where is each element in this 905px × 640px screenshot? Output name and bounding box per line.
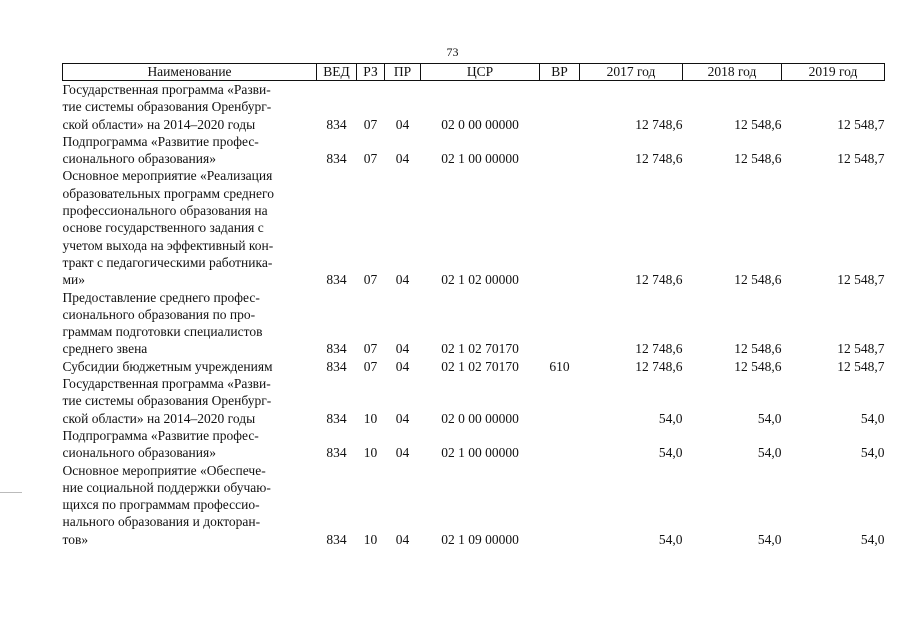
cell-2017: 54,0	[658, 531, 683, 547]
table-row	[63, 462, 885, 548]
row-name-line: граммам подготовки специалистов	[62, 324, 263, 340]
table-header	[63, 64, 885, 81]
cell-ved: 834	[326, 341, 347, 357]
cell-2019: 54,0	[860, 531, 885, 547]
cell-ved: 834	[326, 531, 347, 547]
row-name-line: тие системы образования Оренбург-	[62, 393, 272, 409]
cell-2019: 12 548,7	[837, 358, 885, 374]
row-name-line: учетом выхода на эффективный кон-	[62, 237, 274, 253]
cell-2019: 54,0	[860, 410, 885, 426]
cell-2017: 54,0	[658, 445, 683, 461]
cell-rz: 07	[363, 116, 378, 132]
column-header-csr: ЦСР	[421, 64, 540, 81]
cell-csr: 02 1 09 00000	[441, 531, 519, 547]
row-name-line: щихся по программам профессио-	[62, 497, 260, 513]
table-body	[63, 81, 885, 549]
cell-pr: 04	[395, 410, 410, 426]
table-row	[63, 375, 885, 427]
cell-csr: 02 1 02 00000	[441, 272, 519, 288]
cell-2017: 12 748,6	[635, 272, 683, 288]
table-row	[63, 133, 885, 168]
row-name	[63, 375, 317, 427]
cell-pr: 04	[395, 272, 410, 288]
cell-vr	[540, 462, 580, 548]
cell-ved: 834	[326, 272, 347, 288]
cell-2017: 12 748,6	[635, 116, 683, 132]
row-name-line: нального образования и докторан-	[62, 514, 261, 530]
row-name-line: Подпрограмма «Развитие профес-	[62, 133, 259, 149]
row-name	[63, 167, 317, 288]
cell-rz: 07	[363, 151, 378, 167]
row-name-line: сионального образования»	[62, 151, 216, 167]
row-name	[63, 462, 317, 548]
cell-ved: 834	[326, 116, 347, 132]
row-name-line: ской области» на 2014–2020 годы	[62, 410, 256, 426]
cell-vr	[540, 167, 580, 288]
row-name	[63, 133, 317, 168]
cell-vr	[540, 375, 580, 427]
row-name-line: тракт с педагогическими работника-	[62, 254, 273, 270]
row-name	[63, 427, 317, 462]
row-name	[63, 289, 317, 358]
row-name-line: профессионального образования на	[62, 203, 268, 219]
cell-2019: 54,0	[860, 445, 885, 461]
cell-2018: 54,0	[757, 445, 782, 461]
cell-rz: 10	[363, 410, 378, 426]
cell-pr: 04	[395, 151, 410, 167]
row-name-line: Предоставление среднего профес-	[62, 289, 260, 305]
cell-rz: 07	[363, 358, 378, 374]
row-name-line: среднего звена	[62, 341, 148, 357]
table-row	[63, 167, 885, 288]
cell-pr: 04	[395, 531, 410, 547]
cell-2017: 12 748,6	[635, 151, 683, 167]
cell-pr: 04	[395, 116, 410, 132]
cell-2017: 12 748,6	[635, 341, 683, 357]
cell-ved: 834	[326, 410, 347, 426]
row-name-line: ние социальной поддержки обучаю-	[62, 479, 271, 495]
cell-2019: 12 548,7	[837, 272, 885, 288]
cell-2018: 12 548,6	[734, 151, 782, 167]
row-name-line: Государственная программа «Разви-	[62, 376, 271, 392]
cell-csr: 02 0 00 00000	[441, 410, 519, 426]
cell-2018: 54,0	[757, 410, 782, 426]
cell-ved: 834	[326, 358, 347, 374]
row-name-line: Основное мероприятие «Реализация	[62, 168, 273, 184]
table-row	[63, 81, 885, 133]
cell-vr	[540, 427, 580, 462]
row-name-line: тов»	[62, 531, 89, 547]
table-row	[63, 358, 885, 375]
cell-csr: 02 1 00 00000	[441, 151, 519, 167]
cell-csr: 02 1 02 70170	[441, 358, 519, 374]
cell-2018: 12 548,6	[734, 116, 782, 132]
cell-2018: 54,0	[757, 531, 782, 547]
row-name-line: сионального образования по про-	[62, 306, 256, 322]
cell-rz: 10	[363, 531, 378, 547]
row-name-line: Основное мероприятие «Обеспече-	[62, 462, 266, 478]
cell-csr: 02 1 00 00000	[441, 445, 519, 461]
row-name-line: Субсидии бюджетным учреждениям	[62, 358, 273, 374]
cell-2018: 12 548,6	[734, 358, 782, 374]
cell-2018: 12 548,6	[734, 341, 782, 357]
column-header-ved: ВЕД	[317, 64, 357, 81]
cell-rz: 07	[363, 341, 378, 357]
cell-2018: 12 548,6	[734, 272, 782, 288]
margin-mark	[0, 492, 22, 493]
cell-rz: 10	[363, 445, 378, 461]
cell-2017: 54,0	[658, 410, 683, 426]
row-name-line: Государственная программа «Разви-	[62, 82, 271, 97]
budget-table	[62, 63, 885, 548]
column-header-2017: 2017 год	[580, 64, 683, 81]
cell-2019: 12 548,7	[837, 341, 885, 357]
row-name	[63, 81, 317, 133]
cell-2017: 12 748,6	[635, 358, 683, 374]
table-row	[63, 289, 885, 358]
cell-vr	[540, 81, 580, 133]
cell-vr	[540, 289, 580, 358]
page-number: 73	[446, 45, 459, 59]
column-header-2019: 2019 год	[782, 64, 885, 81]
cell-vr	[540, 133, 580, 168]
row-name-line: основе государственного задания с	[62, 220, 264, 236]
row-name-line: ской области» на 2014–2020 годы	[62, 116, 256, 132]
cell-csr: 02 1 02 70170	[441, 341, 519, 357]
column-header-name: Наименование	[63, 64, 317, 81]
column-header-vr: ВР	[540, 64, 580, 81]
cell-rz: 07	[363, 272, 378, 288]
row-name-line: тие системы образования Оренбург-	[62, 99, 272, 115]
cell-pr: 04	[395, 445, 410, 461]
cell-ved: 834	[326, 445, 347, 461]
cell-2019: 12 548,7	[837, 116, 885, 132]
cell-pr: 04	[395, 358, 410, 374]
cell-vr: 610	[549, 358, 570, 374]
header-row	[63, 64, 885, 81]
row-name	[63, 358, 317, 375]
cell-ved: 834	[326, 151, 347, 167]
row-name-line: образовательных программ среднего	[62, 185, 274, 201]
cell-csr: 02 0 00 00000	[441, 116, 519, 132]
cell-pr: 04	[395, 341, 410, 357]
row-name-line: сионального образования»	[62, 445, 216, 461]
cell-2019: 12 548,7	[837, 151, 885, 167]
row-name-line: Подпрограмма «Развитие профес-	[62, 427, 259, 443]
row-name-line: ми»	[62, 272, 86, 288]
table-row	[63, 427, 885, 462]
column-header-2018: 2018 год	[683, 64, 782, 81]
column-header-pr: ПР	[385, 64, 421, 81]
column-header-rz: РЗ	[357, 64, 385, 81]
